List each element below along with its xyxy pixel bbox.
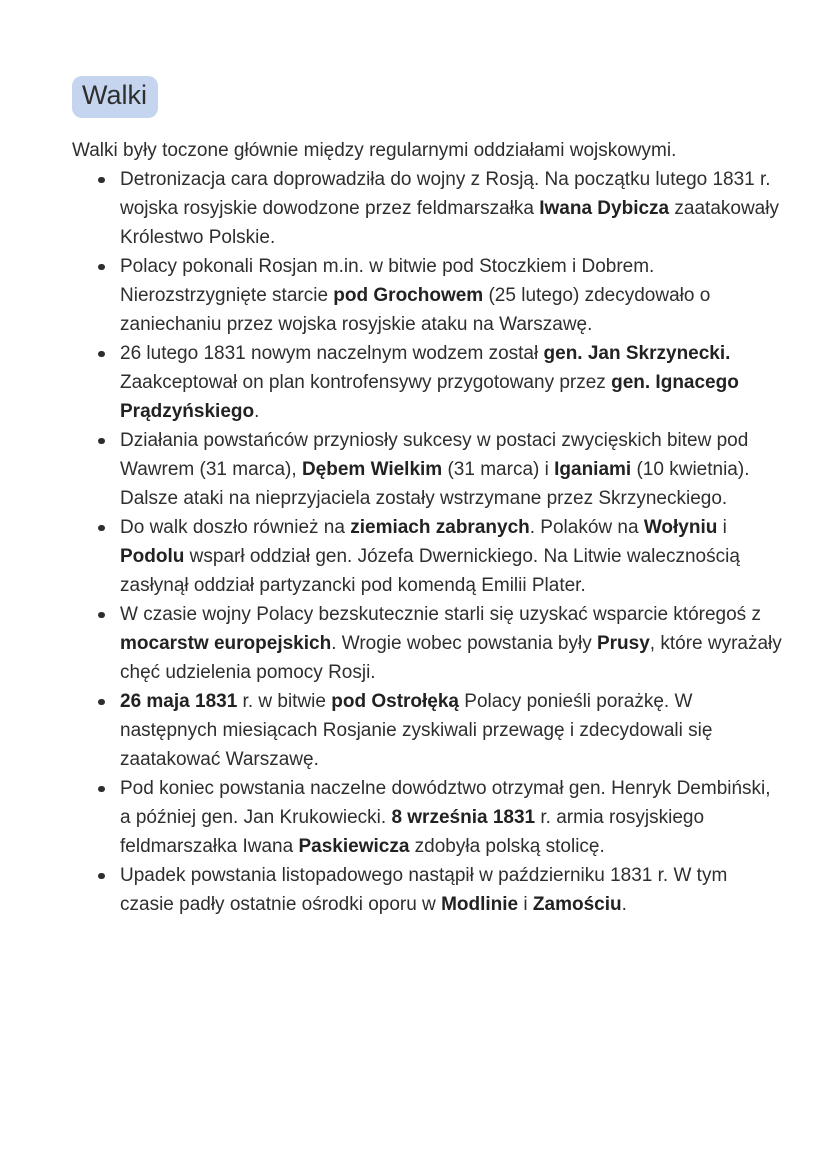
bold-text-segment: Zamościu	[532, 894, 622, 916]
bold-text-segment: Wołyniu	[643, 517, 718, 539]
bold-text-segment: Dębem Wielkim	[301, 459, 443, 481]
bold-text-segment: Iwana Dybicza	[539, 198, 670, 220]
text-segment: Działania powstańców przyniosły sukcesy w postaci zwycięskich bitew pod Wawrem (31 marca),	[120, 430, 749, 481]
text-segment: zaatakowały Królestwo Polskie.	[120, 198, 779, 249]
page-title: Walki	[72, 76, 158, 118]
list-item	[72, 600, 784, 687]
bullet-list	[72, 165, 784, 919]
text-segment: .	[254, 401, 260, 423]
list-item	[72, 252, 784, 339]
list-item	[72, 426, 784, 513]
text-segment: wsparł oddział gen. Józefa Dwernickiego. Na Litwie walecznością zasłynął oddział partyzancki pod komendą Emilii Plater.	[120, 546, 740, 597]
bold-text-segment: mocarstw europejskich	[120, 633, 332, 655]
text-segment: .	[621, 894, 627, 916]
bold-text-segment: 8 września 1831	[391, 807, 536, 829]
text-segment: , które wyrażały chęć udzielenia pomocy Rosji.	[120, 633, 782, 684]
bold-text-segment: pod Grochowem	[333, 285, 484, 307]
list-item	[72, 339, 784, 426]
text-segment: Upadek powstania listopadowego nastąpił w październiku 1831 r. W tym czasie padły ostatnie ośrodki oporu w	[120, 865, 728, 916]
bold-text-segment: Paskiewicza	[298, 836, 410, 858]
text-segment: i	[518, 894, 533, 916]
bold-text-segment: ziemiach zabranych	[350, 517, 530, 539]
text-segment: zdobyła polską stolicę.	[409, 836, 605, 858]
bold-text-segment: Prusy	[596, 633, 650, 655]
bold-text-segment: pod Ostrołęką	[331, 691, 459, 713]
text-segment: (31 marca) i	[442, 459, 555, 481]
bold-text-segment: 26 maja 1831	[120, 691, 238, 713]
text-segment: 26 lutego 1831 nowym naczelnym wodzem został	[120, 343, 544, 365]
bold-text-segment: gen. Jan Skrzynecki.	[543, 343, 731, 365]
list-item	[72, 513, 784, 600]
list-item	[72, 774, 784, 861]
intro-paragraph: Walki były toczone głównie między regularnymi oddziałami wojskowymi.	[72, 140, 677, 162]
text-segment: Zaakceptował on plan kontrofensywy przygotowany przez	[120, 372, 612, 394]
bold-text-segment: Iganiami	[554, 459, 632, 481]
text-segment: . Polaków na	[529, 517, 644, 539]
heading-row	[72, 76, 784, 118]
text-segment: Do walk doszło również na	[120, 517, 351, 539]
list-item	[72, 165, 784, 252]
text-segment: i	[717, 517, 727, 539]
text-segment: W czasie wojny Polacy bezskutecznie starli się uzyskać wsparcie któregoś z	[120, 604, 761, 626]
text-segment: r. w bitwie	[237, 691, 332, 713]
bold-text-segment: Modlinie	[441, 894, 519, 916]
text-segment: (25 lutego) zdecydowało o zaniechaniu przez wojska rosyjskie ataku na Warszawę.	[120, 285, 711, 336]
text-segment: . Wrogie wobec powstania były	[331, 633, 597, 655]
text-segment: Pod koniec powstania naczelne dowództwo otrzymał gen. Henryk Dembiński, a później gen. Jan Krukowiecki.	[120, 778, 771, 829]
text-segment: Polacy pokonali Rosjan m.in. w bitwie pod Stoczkiem i Dobrem. Nierozstrzygnięte starcie	[120, 256, 655, 307]
text-segment: (10 kwietnia). Dalsze ataki na nieprzyjaciela zostały wstrzymane przez Skrzyneckiego.	[120, 459, 750, 510]
list-item	[72, 861, 784, 919]
bold-text-segment: Podolu	[120, 546, 185, 568]
text-segment: Detronizacja cara doprowadziła do wojny z Rosją. Na początku lutego 1831 r. wojska rosyjskie dowodzone przez feldmarszałka	[120, 169, 771, 220]
text-segment: Polacy ponieśli porażkę. W następnych miesiącach Rosjanie zyskiwali przewagę i zdecydowali się zaatakować Warszawę.	[120, 691, 713, 771]
list-item	[72, 687, 784, 774]
text-segment: r. armia rosyjskiego feldmarszałka Iwana	[120, 807, 705, 858]
bold-text-segment: gen. Ignacego Prądzyńskiego	[120, 372, 739, 423]
